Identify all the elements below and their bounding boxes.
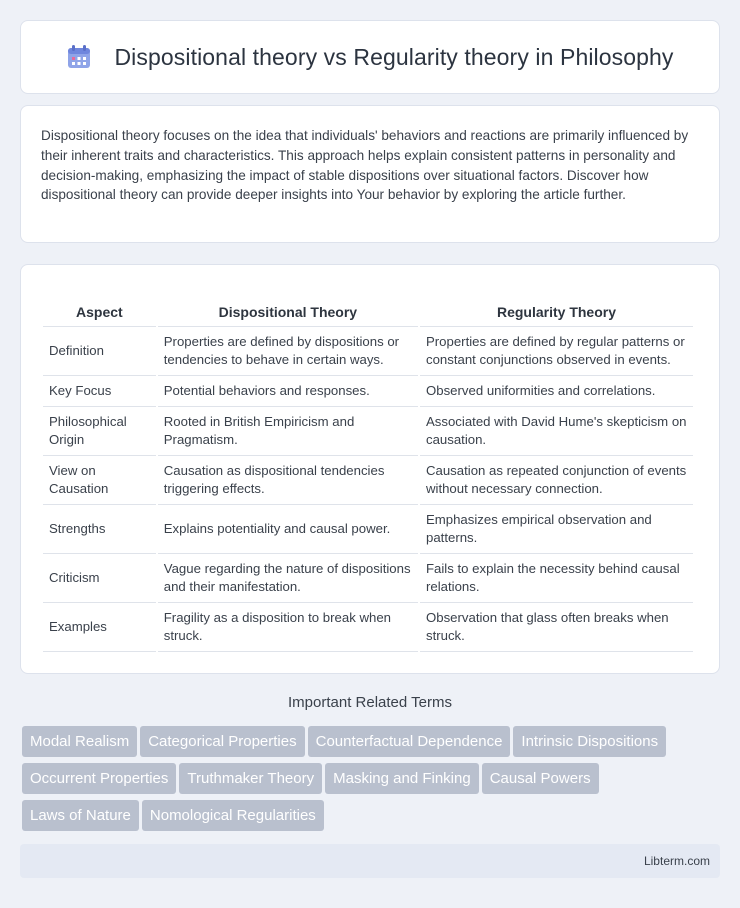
- row-regularity: Associated with David Hume's skepticism on causation.: [420, 407, 693, 456]
- footer: [20, 844, 720, 878]
- row-dispositional: Properties are defined by dispositions or tendencies to behave in certain ways.: [158, 327, 418, 376]
- intro-card: [20, 105, 720, 243]
- row-dispositional: Fragility as a disposition to break when struck.: [158, 603, 418, 652]
- row-aspect: Examples: [43, 603, 156, 652]
- row-dispositional: Causation as dispositional tendencies triggering effects.: [158, 456, 418, 505]
- tag-nomological-regularities[interactable]: Nomological Regularities: [142, 800, 324, 831]
- row-dispositional: Potential behaviors and responses.: [158, 376, 418, 407]
- table-header-row: [43, 285, 693, 327]
- row-aspect: Definition: [43, 327, 156, 376]
- table-row: [43, 376, 693, 407]
- table-row: [43, 505, 693, 554]
- header-regularity: Regularity Theory: [420, 285, 693, 327]
- intro-text: Dispositional theory focuses on the idea that individuals' behaviors and reactions are primarily influenced by their inherent traits and characteristics. This approach helps explain consistent patterns in personality and decision-making, emphasizing the impact of stable dispositions over situational factors. Discover how dispositional theory can provide deeper insights into Your behavior by exploring the article further.: [41, 128, 689, 203]
- row-dispositional: Rooted in British Empiricism and Pragmatism.: [158, 407, 418, 456]
- title-card: [20, 20, 720, 94]
- row-aspect: Criticism: [43, 554, 156, 603]
- table-row: [43, 407, 693, 456]
- row-regularity: Causation as repeated conjunction of events without necessary connection.: [420, 456, 693, 505]
- table-row: [43, 554, 693, 603]
- row-regularity: Emphasizes empirical observation and patterns.: [420, 505, 693, 554]
- row-aspect: View on Causation: [43, 456, 156, 505]
- row-aspect: Key Focus: [43, 376, 156, 407]
- table-row: [43, 456, 693, 505]
- header-aspect: Aspect: [43, 285, 156, 327]
- footer-site-link[interactable]: Libterm.com: [643, 854, 710, 868]
- row-dispositional: Vague regarding the nature of dispositions and their manifestation.: [158, 554, 418, 603]
- row-aspect: Strengths: [43, 505, 156, 554]
- row-regularity: Fails to explain the necessity behind causal relations.: [420, 554, 693, 603]
- tag-intrinsic-dispositions[interactable]: Intrinsic Dispositions: [513, 726, 666, 757]
- row-regularity: Observation that glass often breaks when struck.: [420, 603, 693, 652]
- tag-laws-of-nature[interactable]: Laws of Nature: [22, 800, 139, 831]
- page-title: Dispositional theory vs Regularity theory in Philosophy: [114, 43, 674, 70]
- table-row: [43, 327, 693, 376]
- tag-truthmaker-theory[interactable]: Truthmaker Theory: [179, 763, 322, 794]
- calendar-icon: [66, 44, 92, 70]
- comparison-table: [41, 285, 695, 652]
- tag-modal-realism[interactable]: Modal Realism: [22, 726, 137, 757]
- row-aspect: Philosophical Origin: [43, 407, 156, 456]
- tag-masking-and-finking[interactable]: Masking and Finking: [325, 763, 479, 794]
- related-terms-title: Important Related Terms: [288, 694, 452, 711]
- tag-counterfactual-dependence[interactable]: Counterfactual Dependence: [308, 726, 511, 757]
- related-terms-list: [22, 726, 722, 837]
- header-dispositional: Dispositional Theory: [158, 285, 418, 327]
- tag-categorical-properties[interactable]: Categorical Properties: [140, 726, 304, 757]
- tag-causal-powers[interactable]: Causal Powers: [482, 763, 599, 794]
- tag-occurrent-properties[interactable]: Occurrent Properties: [22, 763, 176, 794]
- table-row: [43, 603, 693, 652]
- row-regularity: Properties are defined by regular patterns or constant conjunctions observed in events.: [420, 327, 693, 376]
- comparison-card: [20, 264, 720, 674]
- row-dispositional: Explains potentiality and causal power.: [158, 505, 418, 554]
- row-regularity: Observed uniformities and correlations.: [420, 376, 693, 407]
